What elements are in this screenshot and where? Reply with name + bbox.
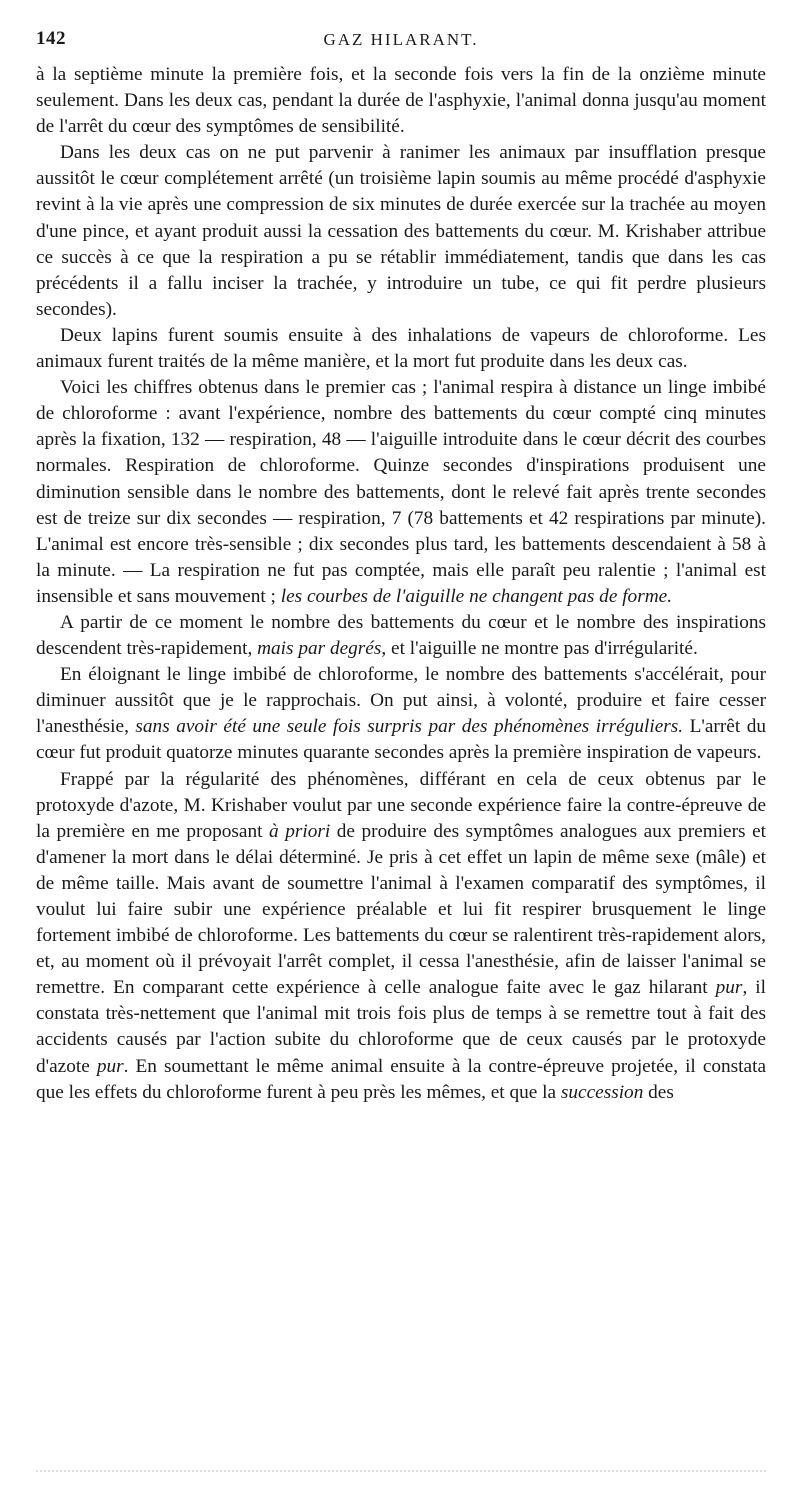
paragraph <box>36 662 766 766</box>
text-segment: Deux lapins furent soumis ensuite à des inhalations de vapeurs de chloroforme. Les animaux furent traités de la même manière, et la mort fut produite dans les deux cas. <box>36 324 766 373</box>
text-segment: Voici les chiffres obtenus dans le premier cas ; l'animal respira à distance un linge imbibé de chloroforme : avant l'expérience, nombre des battements du cœur compté cinq minutes après la fixation, 132 — respiration, 48 — l'aiguille introduite dans le cœur décrit des courbes normales. Respiration de chloroforme. Quinze secondes d'inspirations produisent une diminution sensible dans le nombre des battements, dont le relevé fait après trente secondes est de treize sur dix secondes — respiration, 7 (78 battements et 42 respirations par minute). L'animal est encore très-sensible ; dix secondes plus tard, les battements descendaient à 58 à la minute. — La respiration ne fut pas comptée, mais elle paraît peu ralentie ; l'animal est insensible et sans mouvement ; <box>36 377 766 607</box>
text-segment: à la septième minute la première fois, et la seconde fois vers la fin de la onzième minute seulement. Dans les deux cas, pendant la durée de l'asphyxie, l'animal donna jusqu'au moment de l'arrêt du cœur des symptômes de sensibilité. <box>36 64 766 138</box>
italic-text: pur <box>96 1055 124 1077</box>
paragraph <box>36 767 766 1106</box>
paragraph <box>36 323 766 375</box>
text-segment: En éloignant le linge imbibé de chloroforme, le nombre des battements s'accélérait, pour diminuer aussitôt que je le rapprochais. On put ainsi, à volonté, produire et faire cesser l'anesthésie, <box>36 664 766 738</box>
paragraph <box>36 375 766 610</box>
text-segment: A partir de ce moment le nombre des battements du cœur et le nombre des inspirations descendent très-rapidement, <box>36 611 766 660</box>
bleed-through-line <box>36 1470 766 1476</box>
text-segment: . En soumettant le même animal ensuite à la contre-épreuve projetée, il constata que les effets du chloroforme furent à peu près les mêmes, et que la <box>36 1055 767 1103</box>
paragraph <box>36 140 766 323</box>
page-number: 142 <box>36 28 66 49</box>
text-segment: Dans les deux cas on ne put parvenir à ranimer les animaux par insufflation presque aussitôt le cœur complétement arrêté (un troisième lapin soumis au même procédé d'asphyxie revint à la vie après une compression de six minutes de durée exercée sur la trachée au moyen d'une pince, et ayant produit aussi la cessation des battements du cœur. M. Krishaber attribue ce succès à ce que la respiration a pu se rétablir immédiatement, tandis que dans les cas précédents il a fallu inciser la trachée, y introduire un tube, ce qui fit perdre plusieurs secondes). <box>36 142 766 320</box>
italic-text: succession <box>560 1081 644 1103</box>
italic-text: les courbes de l'aiguille ne changent pas de forme. <box>280 585 673 607</box>
text-segment: , il constata très-nettement que l'animal mit trois fois plus de temps à se remettre tout à fait des accidents causés par l'action subite du chloroforme que de ceux causés par le protoxyde d'azote <box>36 977 766 1077</box>
text-segment: de produire des symptômes analogues aux premiers et d'amener la mort dans le délai déterminé. Je pris à cet effet un lapin de même sexe (mâle) et de même taille. Mais avant de soumettre l'animal à l'examen comparatif des symptômes, il voulut lui faire subir une expérience préalable et lui fit respirer brusquement le linge fortement imbibé de chloroforme. Les battements du cœur se ralentirent très-rapidement alors, et, au moment où il prévoyait l'arrêt complet, il cessa l'anesthésie, afin de laisser l'animal se remettre. En comparant cette expérience à celle analogue faite avec le gaz hilarant <box>36 820 766 999</box>
paragraph <box>36 610 766 662</box>
italic-text: à priori <box>269 820 331 842</box>
text-segment: L'arrêt du cœur fut produit quatorze minutes quarante secondes après la première inspiration de vapeurs. <box>36 716 766 764</box>
text-segment: Frappé par la régularité des phénomènes, différant en cela de ceux obtenus par le protoxyde d'azote, M. Krishaber voulut par une seconde expérience faire la contre-épreuve de la première en me proposant <box>36 768 766 842</box>
italic-text: sans avoir été une seule fois surpris par des phénomènes irréguliers. <box>135 716 684 738</box>
page-header <box>36 28 766 58</box>
page <box>36 28 766 1106</box>
italic-text: pur <box>715 977 743 999</box>
body-text <box>36 62 766 1106</box>
paragraph <box>36 62 766 140</box>
text-segment: des <box>643 1081 674 1103</box>
italic-text: mais par degrés <box>257 638 382 660</box>
running-title: GAZ HILARANT. <box>323 30 479 49</box>
text-segment: , et l'aiguille ne montre pas d'irrégularité. <box>381 638 698 660</box>
